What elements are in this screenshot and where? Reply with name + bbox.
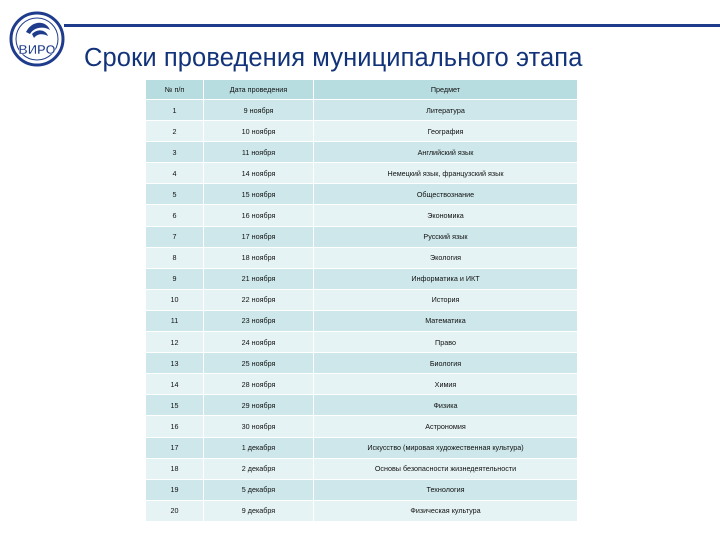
table-row <box>146 100 578 121</box>
schedule-table <box>145 79 578 522</box>
cell-number: 8 <box>146 247 204 268</box>
cell-date: 11 ноября <box>204 142 314 163</box>
table-row <box>146 268 578 289</box>
cell-subject: Обществознание <box>314 184 578 205</box>
cell-number: 20 <box>146 500 204 521</box>
cell-subject: Математика <box>314 310 578 331</box>
cell-date: 24 ноября <box>204 332 314 353</box>
cell-subject: Немецкий язык, французский язык <box>314 163 578 184</box>
table-row <box>146 247 578 268</box>
cell-subject: Право <box>314 332 578 353</box>
cell-date: 22 ноября <box>204 289 314 310</box>
table-row <box>146 310 578 331</box>
table-header-row <box>146 80 578 100</box>
table-row <box>146 479 578 500</box>
cell-subject: Астрономия <box>314 416 578 437</box>
cell-number: 14 <box>146 374 204 395</box>
table-row <box>146 121 578 142</box>
cell-subject: Основы безопасности жизнедеятельности <box>314 458 578 479</box>
cell-subject: Технология <box>314 479 578 500</box>
cell-number: 15 <box>146 395 204 416</box>
cell-date: 17 ноября <box>204 226 314 247</box>
table-row <box>146 395 578 416</box>
cell-subject: География <box>314 121 578 142</box>
cell-number: 13 <box>146 353 204 374</box>
page-title: Сроки проведения муниципального этапа <box>84 44 583 72</box>
cell-subject: Русский язык <box>314 226 578 247</box>
table-row <box>146 353 578 374</box>
table-row <box>146 458 578 479</box>
table-row <box>146 226 578 247</box>
cell-number: 1 <box>146 100 204 121</box>
cell-number: 2 <box>146 121 204 142</box>
cell-number: 3 <box>146 142 204 163</box>
header-rule <box>64 24 720 27</box>
cell-subject: Экология <box>314 247 578 268</box>
cell-date: 21 ноября <box>204 268 314 289</box>
cell-date: 5 декабря <box>204 479 314 500</box>
table-row <box>146 500 578 521</box>
cell-number: 12 <box>146 332 204 353</box>
table-row <box>146 163 578 184</box>
table-row <box>146 437 578 458</box>
cell-number: 19 <box>146 479 204 500</box>
cell-number: 17 <box>146 437 204 458</box>
cell-subject: Литература <box>314 100 578 121</box>
cell-date: 10 ноября <box>204 121 314 142</box>
cell-date: 16 ноября <box>204 205 314 226</box>
cell-number: 18 <box>146 458 204 479</box>
cell-number: 11 <box>146 310 204 331</box>
cell-date: 23 ноября <box>204 310 314 331</box>
cell-date: 9 ноября <box>204 100 314 121</box>
cell-date: 2 декабря <box>204 458 314 479</box>
cell-subject: Химия <box>314 374 578 395</box>
cell-date: 1 декабря <box>204 437 314 458</box>
cell-number: 10 <box>146 289 204 310</box>
column-header-number: № п/п <box>146 80 204 100</box>
column-header-date: Дата проведения <box>204 80 314 100</box>
cell-date: 14 ноября <box>204 163 314 184</box>
cell-date: 30 ноября <box>204 416 314 437</box>
cell-number: 5 <box>146 184 204 205</box>
cell-subject: Искусство (мировая художественная культура) <box>314 437 578 458</box>
cell-number: 4 <box>146 163 204 184</box>
viro-logo-icon <box>8 10 66 68</box>
cell-subject: Английский язык <box>314 142 578 163</box>
table-row <box>146 332 578 353</box>
cell-number: 6 <box>146 205 204 226</box>
table-row <box>146 205 578 226</box>
cell-date: 15 ноября <box>204 184 314 205</box>
table-row <box>146 289 578 310</box>
cell-number: 16 <box>146 416 204 437</box>
cell-date: 28 ноября <box>204 374 314 395</box>
cell-number: 7 <box>146 226 204 247</box>
cell-date: 9 декабря <box>204 500 314 521</box>
cell-date: 25 ноября <box>204 353 314 374</box>
table-row <box>146 374 578 395</box>
cell-subject: Биология <box>314 353 578 374</box>
cell-subject: История <box>314 289 578 310</box>
cell-subject: Физика <box>314 395 578 416</box>
logo-text: ВИРО <box>18 42 56 57</box>
cell-date: 29 ноября <box>204 395 314 416</box>
cell-subject: Экономика <box>314 205 578 226</box>
table-row <box>146 142 578 163</box>
cell-number: 9 <box>146 268 204 289</box>
cell-subject: Информатика и ИКТ <box>314 268 578 289</box>
cell-subject: Физическая культура <box>314 500 578 521</box>
column-header-subject: Предмет <box>314 80 578 100</box>
table-row <box>146 184 578 205</box>
table-row <box>146 416 578 437</box>
cell-date: 18 ноября <box>204 247 314 268</box>
